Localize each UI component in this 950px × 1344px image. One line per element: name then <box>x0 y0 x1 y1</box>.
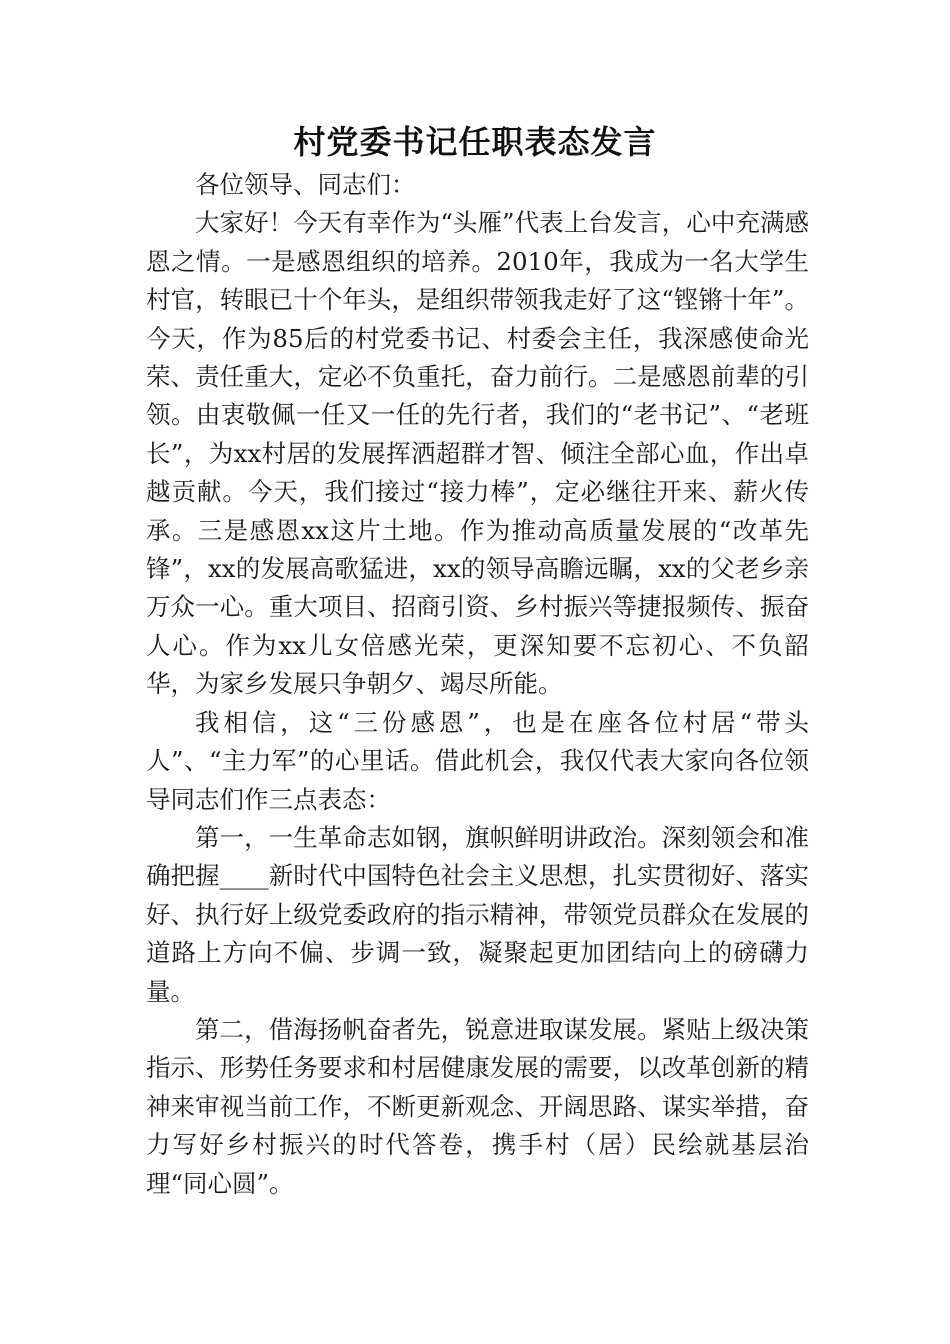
paragraph-pledge-one: 第一，一生革命志如钢，旗帜鲜明讲政治。深刻领会和准确把握____新时代中国特色社会主义思想，扎实贯彻好、落实好、执行好上级党委政府的指示精神，带领党员群众在发展的道路上方向不偏、步调一致，凝聚起更加团结向上的磅礴力量。 <box>146 822 809 1006</box>
paragraph-pledge-two: 第二，借海扬帆奋者先，锐意进取谋发展。紧贴上级决策指示、形势任务要求和村居健康发展的需要，以改革创新的精神来审视当前工作，不断更新观念、开阔思路、谋实举措，奋力写好乡村振兴的时代答卷，携手村（居）民绘就基层治理“同心圆”。 <box>146 1014 809 1198</box>
paragraph-salutation: 各位领导、同志们： <box>195 170 416 199</box>
document-title: 村党委书记任职表态发言 <box>293 123 657 161</box>
paragraph-transition: 我相信，这“三份感恩”，也是在座各位村居“带头人”、“主力军”的心里话。借此机会，我仅代表大家向各位领导同志们作三点表态： <box>146 707 809 814</box>
paragraph-gratitude: 大家好！今天有幸作为“头雁”代表上台发言，心中充满感恩之情。一是感恩组织的培养。2010年，我成为一名大学生村官，转眼已十个年头，是组织带领我走好了这“铿锵十年”。今天，作为85后的村党委书记、村委会主任，我深感使命光荣、责任重大，定必不负重托，奋力前行。二是感恩前辈的引领。由衷敬佩一任又一任的先行者，我们的“老书记”、“老班长”，为xx村居的发展挥洒超群才智、倾注全部心血，作出卓越贡献。今天，我们接过“接力棒”，定必继往开来、薪火传承。三是感恩xx这片土地。作为推动高质量发展的“改革先锋”，xx的发展高歌猛进，xx的领导高瞻远瞩，xx的父老乡亲万众一心。重大项目、招商引资、乡村振兴等捷报频传、振奋人心。作为xx儿女倍感光荣，更深知要不忘初心、不负韶华，为家乡发展只争朝夕、竭尽所能。 <box>146 208 809 699</box>
document-body <box>146 166 809 1203</box>
